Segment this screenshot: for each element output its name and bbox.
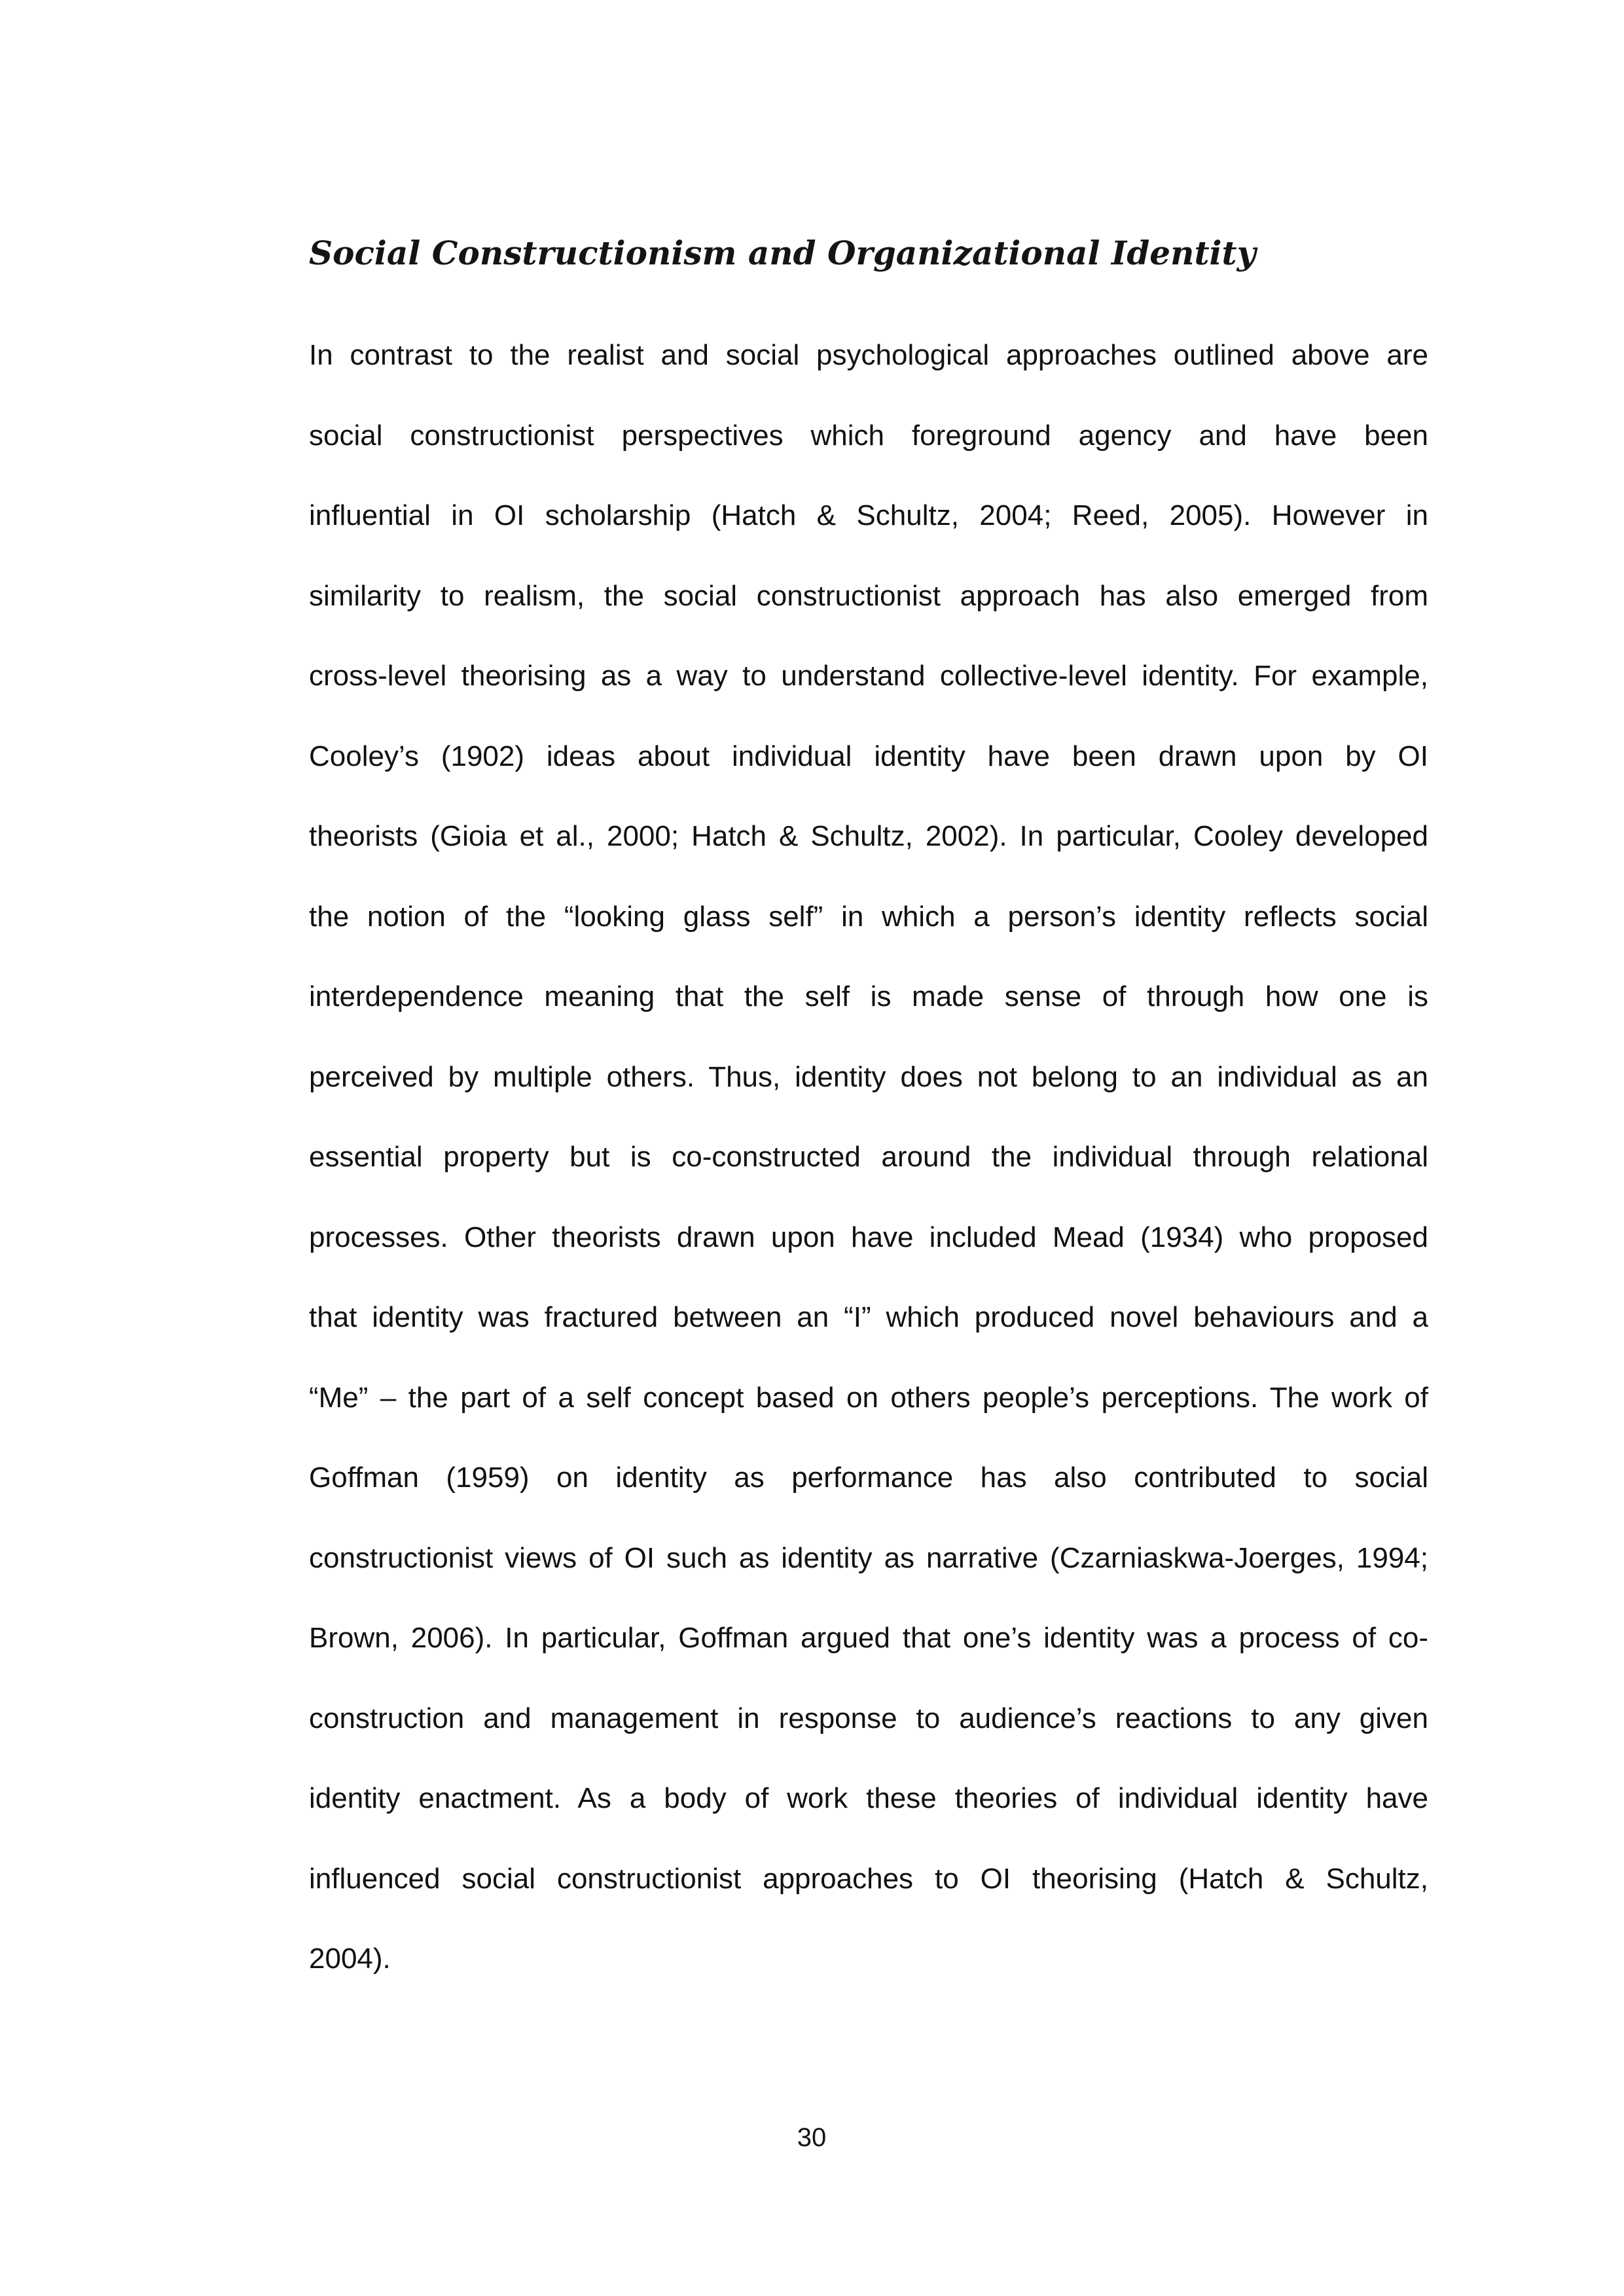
paragraph-line: processes. Other theorists drawn upon have included Mead (1934) who proposed (309, 1221, 1428, 1253)
paragraph-line: interdependence meaning that the self is made sense of through how one is (309, 980, 1428, 1013)
paragraph-line: “Me” – the part of a self concept based on others people’s perceptions. The work of (309, 1381, 1428, 1414)
paragraph-line: essential property but is co-constructed around the individual through relational (309, 1141, 1428, 1173)
paragraph-line: constructionist views of OI such as identity as narrative (Czarniaskwa-Joerges, 1994; (309, 1541, 1428, 1574)
paragraph-line: influential in OI scholarship (Hatch & Schultz, 2004; Reed, 2005). However in (309, 499, 1428, 531)
paragraph-line: Goffman (1959) on identity as performance has also contributed to social (309, 1462, 1428, 1494)
paragraph-line: influenced social constructionist approaches to OI theorising (Hatch & Schultz, (309, 1862, 1428, 1895)
paragraph-line: In contrast to the realist and social psychological approaches outlined above are (309, 339, 1428, 371)
page-number: 30 (797, 2123, 827, 2152)
paragraph-line: that identity was fractured between an “I” which produced novel behaviours and a (309, 1301, 1428, 1333)
paragraph-line: social constructionist perspectives which foreground agency and have been (309, 419, 1428, 452)
paragraph-line: Cooley’s (1902) ideas about individual identity have been drawn upon by OI (309, 740, 1428, 772)
paragraph-line: construction and management in response to audience’s reactions to any given (309, 1702, 1428, 1734)
paragraph-line: cross-level theorising as a way to understand collective-level identity. For example, (309, 660, 1428, 692)
body-paragraph (309, 332, 1428, 2017)
paragraph-line: perceived by multiple others. Thus, identity does not belong to an individual as an (309, 1060, 1428, 1093)
paragraph-line: identity enactment. As a body of work these theories of individual identity have (309, 1782, 1428, 1814)
paragraph-line: Brown, 2006). In particular, Goffman argued that one’s identity was a process of co- (309, 1622, 1428, 1654)
section-heading: Social Constructionism and Organizational Identity (309, 234, 1256, 272)
paragraph-line: theorists (Gioia et al., 2000; Hatch & Schultz, 2002). In particular, Cooley developed (309, 820, 1428, 852)
paragraph-line: 2004). (309, 1943, 391, 1975)
paragraph-line: similarity to realism, the social constructionist approach has also emerged from (309, 579, 1428, 612)
paragraph-line: the notion of the “looking glass self” in which a person’s identity reflects social (309, 900, 1428, 933)
